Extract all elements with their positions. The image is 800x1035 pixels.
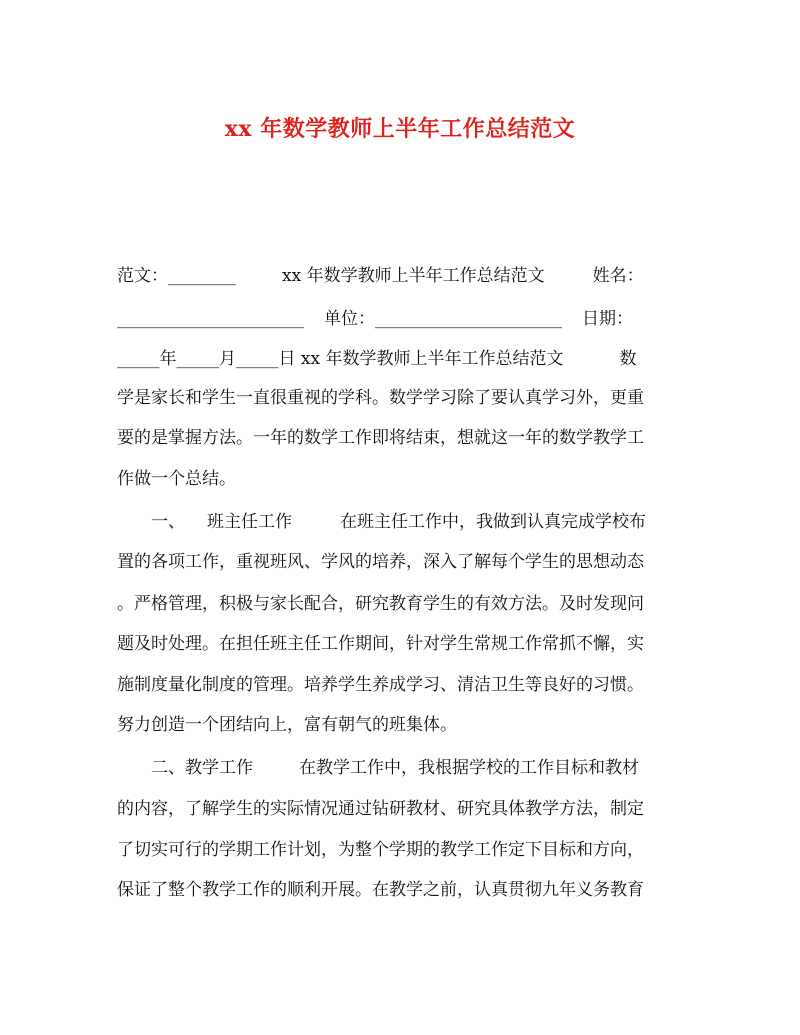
body-text-start: 数 — [619, 349, 637, 369]
section-2-line — [151, 754, 639, 782]
section-2-text: 在教学工作中，我根据学校的工作目标和教材 — [299, 758, 639, 778]
header-subject: xx 年数学教师上半年工作总结范文 — [282, 266, 545, 286]
paragraph-line: 学是家长和学生一直很重视的学科。数学学习除了要认真学习外，更重 — [117, 388, 644, 408]
section-1-heading: 班主任工作 — [207, 512, 292, 532]
name-label: 姓名： — [592, 266, 644, 286]
paragraph-line: 的内容，了解学生的实际情况通过钻研教材、研究具体教学方法，制定 — [117, 799, 644, 819]
paragraph-line: 保证了整个教学工作的顺利开展。在教学之前，认真贯彻九年义务教育 — [117, 880, 644, 900]
paragraph-line: 置的各项工作，重视班风、学风的培养，深入了解每个学生的思想动态 — [117, 552, 644, 572]
date-label: 日期： — [582, 309, 633, 329]
section-1-text: 在班主任工作中，我做到认真完成学校布 — [340, 512, 646, 532]
header-line-1 — [117, 262, 644, 290]
name-blank: ______________________ — [117, 309, 304, 329]
section-1-line — [151, 508, 646, 536]
paragraph-line: 施制度量化制度的管理。培养学生养成学习、清洁卫生等良好的习惯。 — [117, 675, 644, 695]
document-title: xx 年数学教师上半年工作总结范文 — [224, 116, 576, 142]
paragraph-line: 作做一个总结。 — [117, 469, 236, 489]
header-line-3 — [117, 345, 636, 373]
section-2-heading: 二、教学工作 — [151, 758, 253, 778]
paragraph-line: 了切实可行的学期工作计划，为整个学期的教学工作定下目标和方向， — [117, 840, 644, 860]
fanwen-field: 范文：________ — [117, 266, 236, 286]
header-line-2 — [117, 305, 633, 333]
paragraph-line: 。严格管理，积极与家长配合，研究教育学生的有效方法。及时发现问 — [117, 594, 644, 614]
paragraph-line: 努力创造一个团结向上，富有朝气的班集体。 — [117, 715, 457, 735]
paragraph-line: 题及时处理。在担任班主任工作期间，针对学生常规工作常抓不懈，实 — [117, 634, 644, 654]
unit-field: 单位：______________________ — [324, 309, 562, 329]
paragraph-line: 要的是掌握方法。一年的数学工作即将结束，想就这一年的数学教学工 — [117, 428, 644, 448]
date-field: _____年_____月_____日 xx 年数学教师上半年工作总结范文 — [117, 349, 564, 369]
section-1-number: 一、 — [151, 512, 185, 532]
